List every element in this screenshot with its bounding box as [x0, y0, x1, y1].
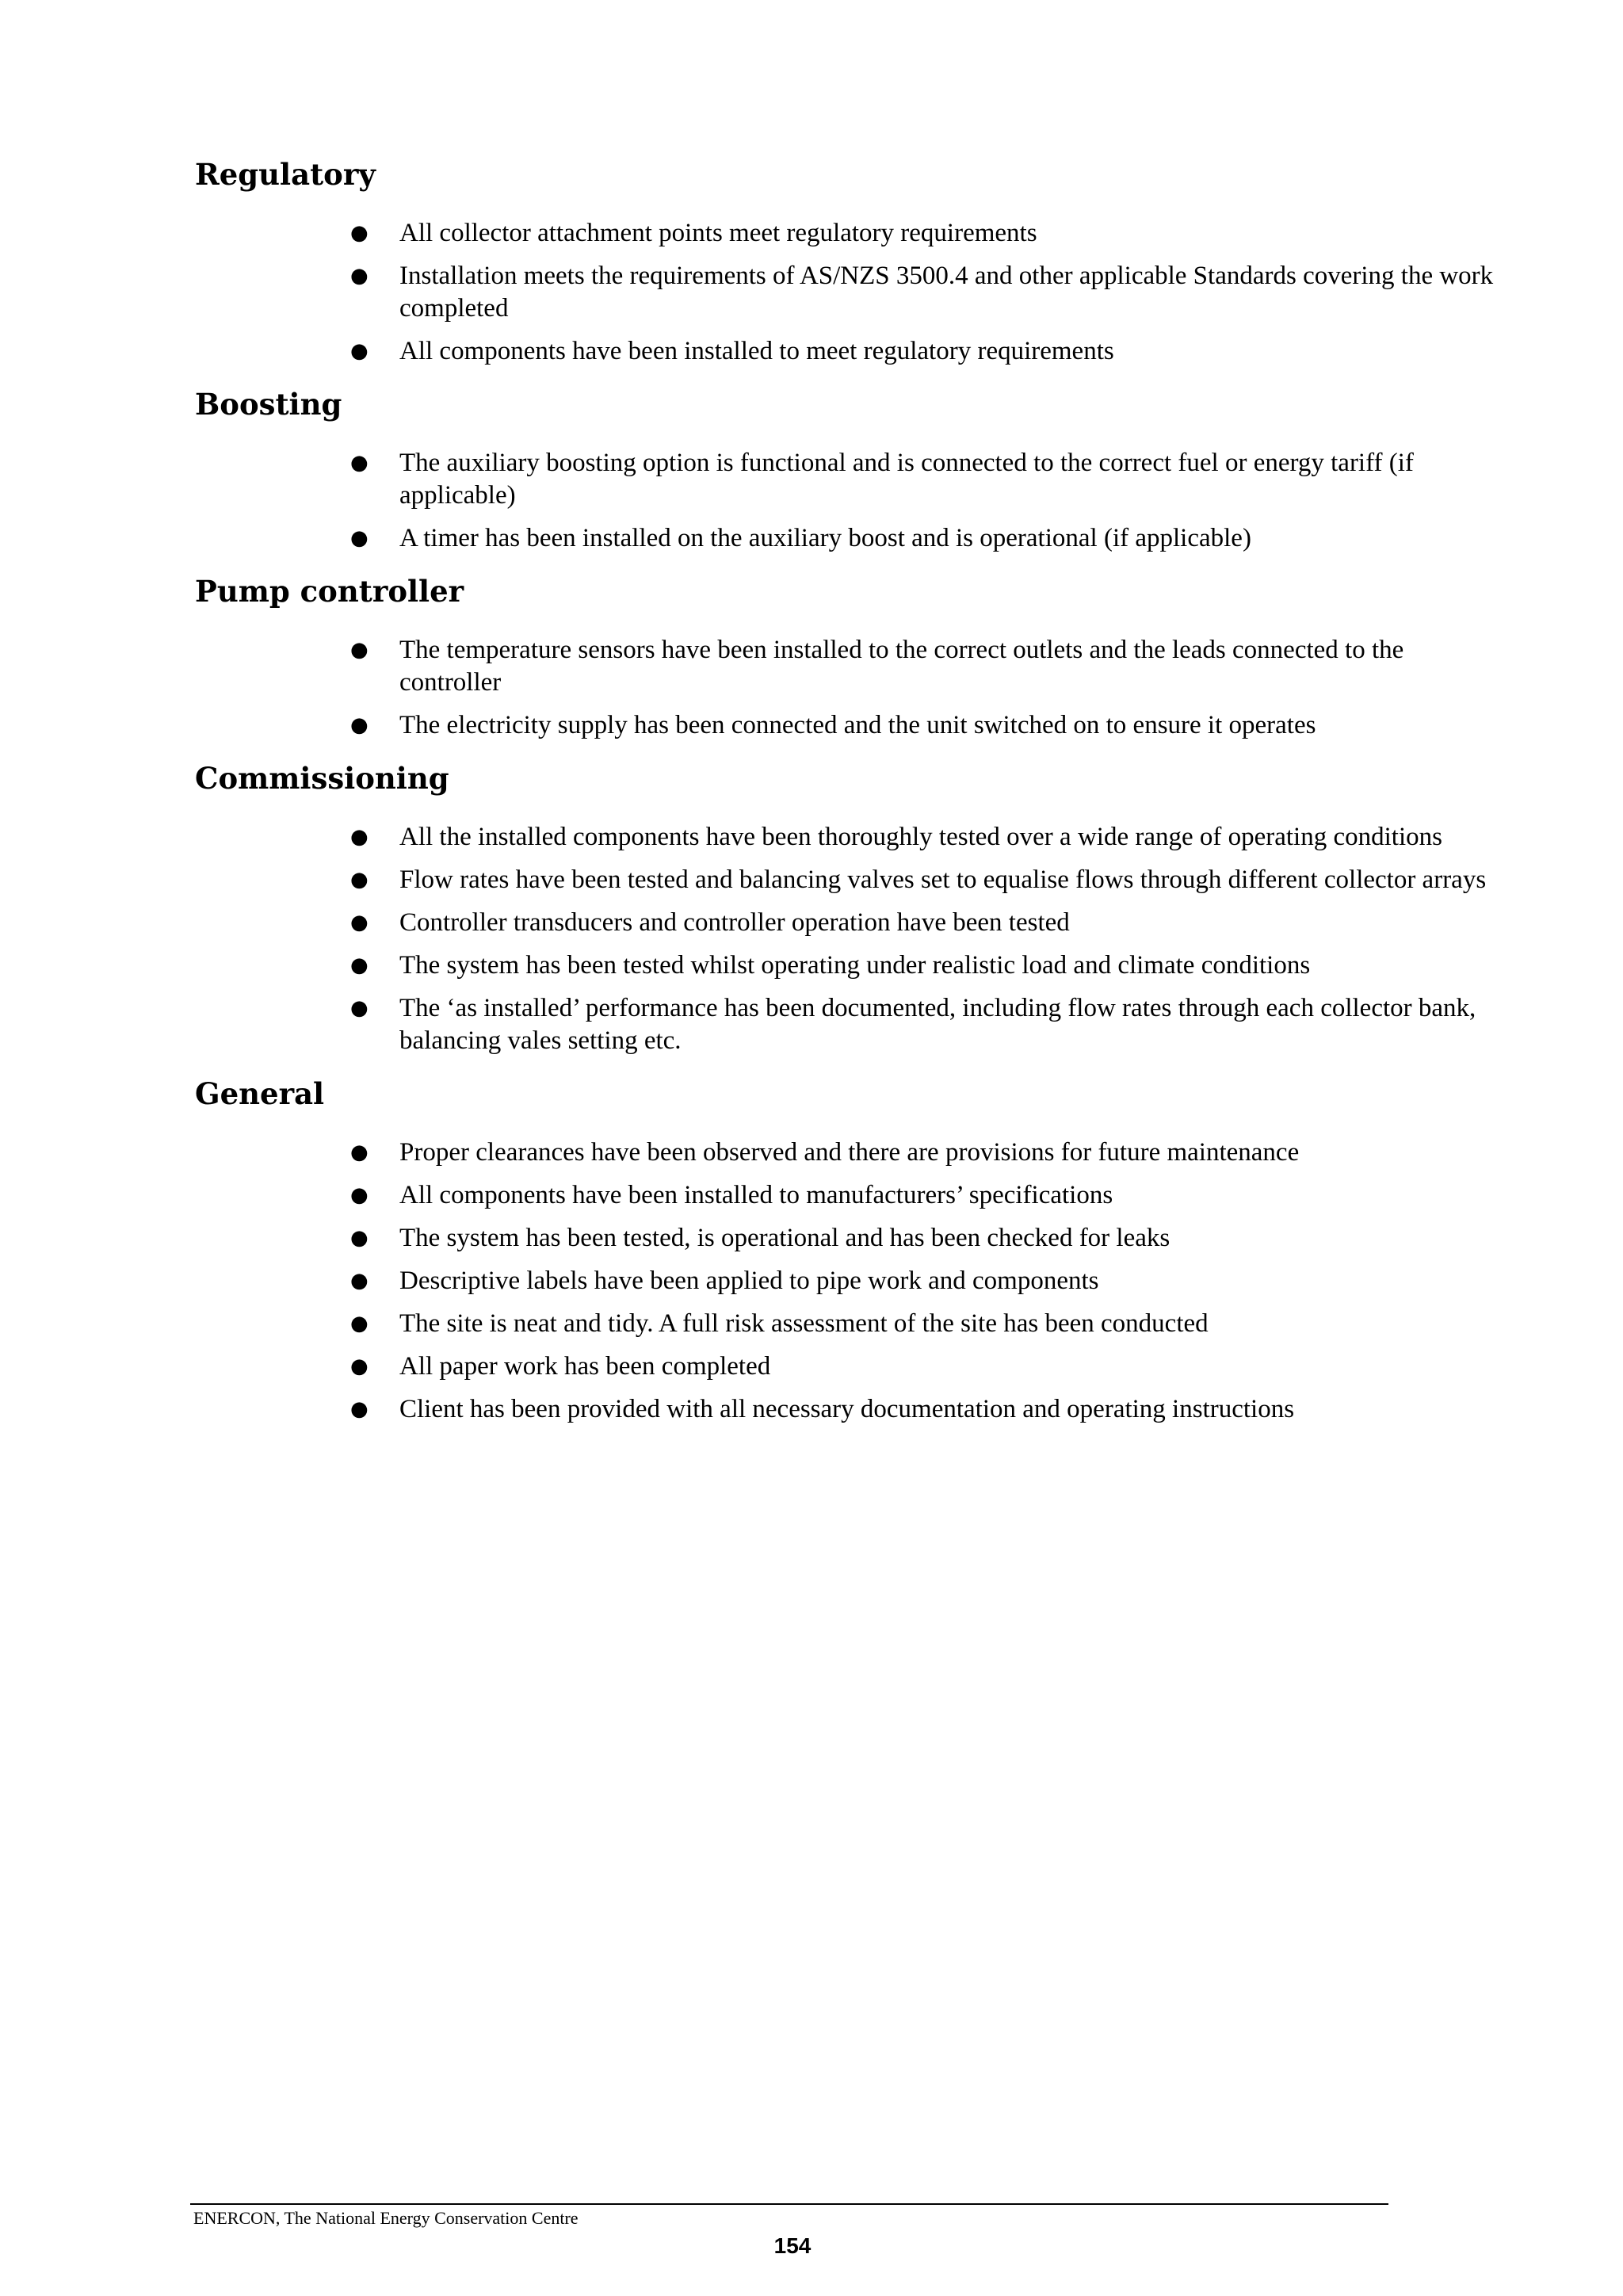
- list-item: [350, 1265, 1509, 1297]
- bullet-icon: ●: [350, 339, 369, 363]
- list-item: [350, 864, 1509, 896]
- bullet-icon: ●: [350, 825, 369, 849]
- list-item: [350, 709, 1509, 742]
- list-item: [350, 907, 1509, 939]
- list-item-text: All components have been installed to meet regulatory requirements: [399, 337, 1114, 365]
- bullet-list: [195, 821, 1487, 1057]
- list-item-text: Controller transducers and controller operation have been tested: [399, 908, 1070, 937]
- bullet-icon: ●: [350, 1354, 369, 1378]
- bullet-icon: ●: [350, 996, 369, 1020]
- section-boosting: [195, 385, 1431, 555]
- list-item-text: Proper clearances have been observed and there are provisions for future maintenance: [399, 1138, 1300, 1167]
- bullet-list: [195, 1137, 1431, 1426]
- list-item: [350, 992, 1509, 1057]
- bullet-icon: ●: [350, 451, 369, 475]
- list-item: [350, 447, 1509, 512]
- list-item-text: The system has been tested whilst operating under realistic load and climate conditions: [399, 951, 1311, 980]
- bullet-icon: ●: [350, 1140, 369, 1164]
- footer-divider: [190, 2203, 1388, 2205]
- section-heading: Commissioning: [195, 761, 449, 796]
- list-item-text: All collector attachment points meet regulatory requirements: [399, 219, 1037, 247]
- bullet-icon: ●: [350, 526, 369, 550]
- list-item: [350, 1179, 1509, 1212]
- list-item-text: The auxiliary boosting option is functional and is connected to the correct fuel or energy tariff (if applicable): [399, 449, 1414, 510]
- bullet-icon: ●: [350, 638, 369, 662]
- list-item-text: The site is neat and tidy. A full risk assessment of the site has been conducted: [399, 1309, 1209, 1338]
- list-item-text: Flow rates have been tested and balancing valves set to equalise flows through different collector arrays: [399, 865, 1487, 894]
- section-commissioning: [195, 759, 1487, 1057]
- list-item: [350, 821, 1509, 854]
- list-item-text: Descriptive labels have been applied to pipe work and components: [399, 1266, 1099, 1295]
- section-heading: Boosting: [195, 387, 342, 422]
- bullet-icon: ●: [350, 264, 369, 288]
- list-item: [350, 634, 1509, 699]
- bullet-icon: ●: [350, 868, 369, 892]
- bullet-list: [195, 447, 1431, 555]
- list-item: [350, 1350, 1509, 1383]
- list-item: [350, 1137, 1509, 1169]
- list-item-text: The temperature sensors have been installed to the correct outlets and the leads connected to the controller: [399, 636, 1404, 697]
- bullet-list: [195, 634, 1431, 742]
- bullet-icon: ●: [350, 1269, 369, 1293]
- list-item-text: All paper work has been completed: [399, 1352, 771, 1381]
- footer-organization: ENERCON, The National Energy Conservation Centre: [193, 2208, 579, 2228]
- bullet-icon: ●: [350, 911, 369, 934]
- list-item-text: The system has been tested, is operational and has been checked for leaks: [399, 1224, 1170, 1252]
- list-item-text: The ‘as installed’ performance has been documented, including flow rates through each collector bank, balancing vales setting etc.: [399, 994, 1476, 1055]
- bullet-icon: ●: [350, 1226, 369, 1250]
- bullet-icon: ●: [350, 953, 369, 977]
- list-item-text: A timer has been installed on the auxiliary boost and is operational (if applicable): [399, 524, 1251, 552]
- bullet-icon: ●: [350, 221, 369, 245]
- list-item: [350, 335, 1509, 368]
- section-heading: General: [195, 1076, 325, 1111]
- list-item: [350, 260, 1509, 325]
- list-item-text: Installation meets the requirements of AS/NZS 3500.4 and other applicable Standards covering the work completed: [399, 262, 1494, 323]
- list-item: [350, 217, 1509, 250]
- bullet-icon: ●: [350, 1397, 369, 1421]
- section-regulatory: [195, 155, 1494, 368]
- bullet-icon: ●: [350, 1183, 369, 1207]
- list-item-text: All the installed components have been thoroughly tested over a wide range of operating conditions: [399, 823, 1442, 851]
- bullet-list: [195, 217, 1494, 368]
- checklist-content: [195, 155, 1494, 1443]
- list-item: [350, 522, 1509, 555]
- page-number: 154: [773, 2233, 812, 2258]
- list-item: [350, 949, 1509, 982]
- section-general: [195, 1075, 1431, 1426]
- list-item: [350, 1393, 1509, 1426]
- bullet-icon: ●: [350, 713, 369, 737]
- list-item-text: All components have been installed to manufacturers’ specifications: [399, 1181, 1113, 1209]
- list-item-text: The electricity supply has been connected and the unit switched on to ensure it operates: [399, 711, 1316, 739]
- list-item: [350, 1222, 1509, 1255]
- section-heading: Regulatory: [195, 157, 376, 192]
- list-item-text: Client has been provided with all necessary documentation and operating instructions: [399, 1395, 1295, 1423]
- bullet-icon: ●: [350, 1312, 369, 1335]
- list-item: [350, 1308, 1509, 1340]
- section-pump-controller: [195, 572, 1431, 742]
- section-heading: Pump controller: [195, 574, 464, 609]
